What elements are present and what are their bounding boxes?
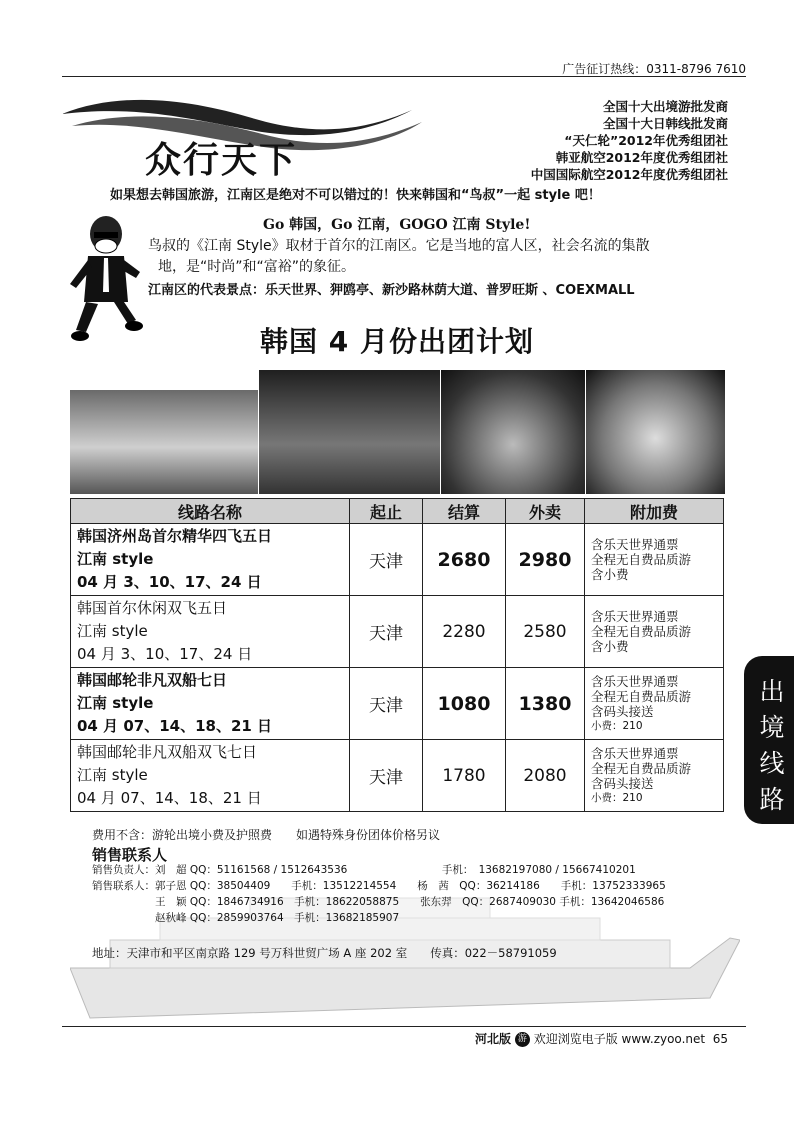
route-title: 韩国邮轮非凡双船七日 [77,671,228,689]
tour-schedule-table [70,498,724,812]
route-subtitle: 江南 style [77,694,154,712]
retail-price-cell: 2580 [506,596,585,668]
badge-icon: 游 [515,1032,530,1047]
photo-seafood-dish [441,370,585,494]
route-subtitle: 江南 style [77,766,148,784]
side-tab-label: 出境线路 [759,677,785,814]
price-exclusions-note: 费用不含：游轮出境小费及护照费 如遇特殊身份团体价格另议 [92,828,441,842]
award-line: 中国国际航空2012年度优秀组团社 [530,167,728,182]
extra-item: 含小费 [591,639,629,654]
page-footer [475,1030,728,1047]
table-row [71,524,724,596]
route-subtitle: 江南 style [77,550,154,568]
route-title: 韩国邮轮非凡双船双飞七日 [77,743,258,761]
tagline: Go 韩国，Go 江南，GOGO 江南 Style! [263,217,531,233]
page-number: 65 [712,1032,728,1046]
net-price-cell: 1780 [423,740,506,812]
departure-cell: 天津 [350,596,423,668]
departure-cell: 天津 [350,668,423,740]
description-line-1: 鸟叔的《江南 Style》取材于首尔的江南区。它是当地的富人区，社会名流的集散 [148,238,650,254]
route-dates: 04 月 3、10、17、24 日 [77,645,253,663]
extra-item: 全程无自费品质游 [591,624,692,639]
sales-contacts-title: 销售联系人 [92,846,168,864]
route-name-cell [71,668,350,740]
extra-item: 全程无自费品质游 [591,760,692,776]
award-line: 全国十大日韩线批发商 [602,116,728,131]
extra-item: 全程无自费品质游 [591,552,692,567]
route-dates: 04 月 07、14、18、21 日 [77,717,273,735]
description-line-2: 地，是“时尚”和“富裕”的象征。 [158,259,356,275]
route-name-cell [71,740,350,812]
extra-item: 含码头接送 [591,775,654,791]
extra-fees-cell [585,524,724,596]
extra-item: 含码头接送 [591,703,654,719]
extra-item-tip: 小费：210 [591,719,643,732]
contact-line: 赵秋峰 QQ：2859903764 手机：13682185907 [92,912,400,924]
sales-contacts-list [92,862,666,926]
table-row [71,596,724,668]
awards-list [531,98,728,183]
description [148,236,748,278]
route-title: 韩国济州岛首尔精华四飞五日 [77,527,273,545]
header-route-name: 线路名称 [71,499,350,524]
table-row [71,740,724,812]
extra-item: 含小费 [591,567,629,582]
bottom-divider [62,1026,746,1027]
page-title: 韩国 4 月份出团计划 [260,325,534,358]
retail-price-cell: 1380 [506,668,585,740]
photo-monument [70,390,258,494]
net-price-cell: 2680 [423,524,506,596]
departure-cell: 天津 [350,740,423,812]
departure-cell: 天津 [350,524,423,596]
brand-logo-text: 众行天下 [145,139,298,181]
extra-fees-cell [585,596,724,668]
route-dates: 04 月 07、14、18、21 日 [77,789,262,807]
route-name-cell [71,524,350,596]
route-subtitle: 江南 style [77,622,148,640]
attractions-line: 江南区的代表景点：乐天世界、狎鸥亭、新沙路林荫大道、普罗旺斯 、COEXMALL [148,283,635,298]
award-line: 韩亚航空2012年度优秀组团社 [555,150,728,165]
route-name-cell [71,596,350,668]
photo-lotte-world-castle [259,370,440,494]
extra-item-tip: 小费：210 [591,791,643,804]
award-line: 全国十大出境游批发商 [602,99,728,114]
contact-line: 销售负责人：刘 超 QQ：51161568 / 1512643536 手机： 13682197080 / 15667410201 [92,864,636,876]
edition-label: 河北版 [475,1032,512,1046]
contact-line: 销售联系人：郭子恩 QQ：38504409 手机：13512214554 杨 茜 QQ：36214186 手机：13752333965 [92,880,666,892]
intro-line: 如果想去韩国旅游，江南区是绝对不可以错过的！快来韩国和“鸟叔”一起 style 吧！ [110,188,601,203]
table-header-row [71,499,724,524]
extra-item: 全程无自费品质游 [591,688,692,704]
ad-hotline: 广告征订热线：0311-8796 7610 [562,62,746,76]
net-price-cell: 1080 [423,668,506,740]
extra-item: 含乐天世界通票 [591,609,679,624]
route-title: 韩国首尔休闲双飞五日 [77,599,228,617]
table-row [71,668,724,740]
net-price-cell: 2280 [423,596,506,668]
retail-price-cell: 2080 [506,740,585,812]
address-fax-line: 地址：天津市和平区南京路 129 号万科世贸广场 A 座 202 室 传真：022－58791059 [92,946,557,960]
header-extra-fees: 附加费 [585,499,724,524]
extra-item: 含乐天世界通票 [591,537,679,552]
extra-item: 含乐天世界通票 [591,673,679,689]
extra-fees-cell [585,740,724,812]
photo-stew-pot [586,370,725,494]
top-divider [62,76,746,77]
extra-fees-cell [585,668,724,740]
route-dates: 04 月 3、10、17、24 日 [77,573,262,591]
section-side-tab [744,656,794,824]
extra-item: 含乐天世界通票 [591,745,679,761]
award-line: “天仁轮”2012年优秀组团社 [564,133,728,148]
header-departure: 起止 [350,499,423,524]
contact-line: 王 颖 QQ：1846734916 手机：18622058875 张东羿 QQ：2687409030 手机：13642046586 [92,896,665,908]
retail-price-cell: 2980 [506,524,585,596]
header-net-price: 结算 [423,499,506,524]
header-retail-price: 外卖 [506,499,585,524]
website-link[interactable]: 欢迎浏览电子版 www.zyoo.net [533,1032,706,1046]
